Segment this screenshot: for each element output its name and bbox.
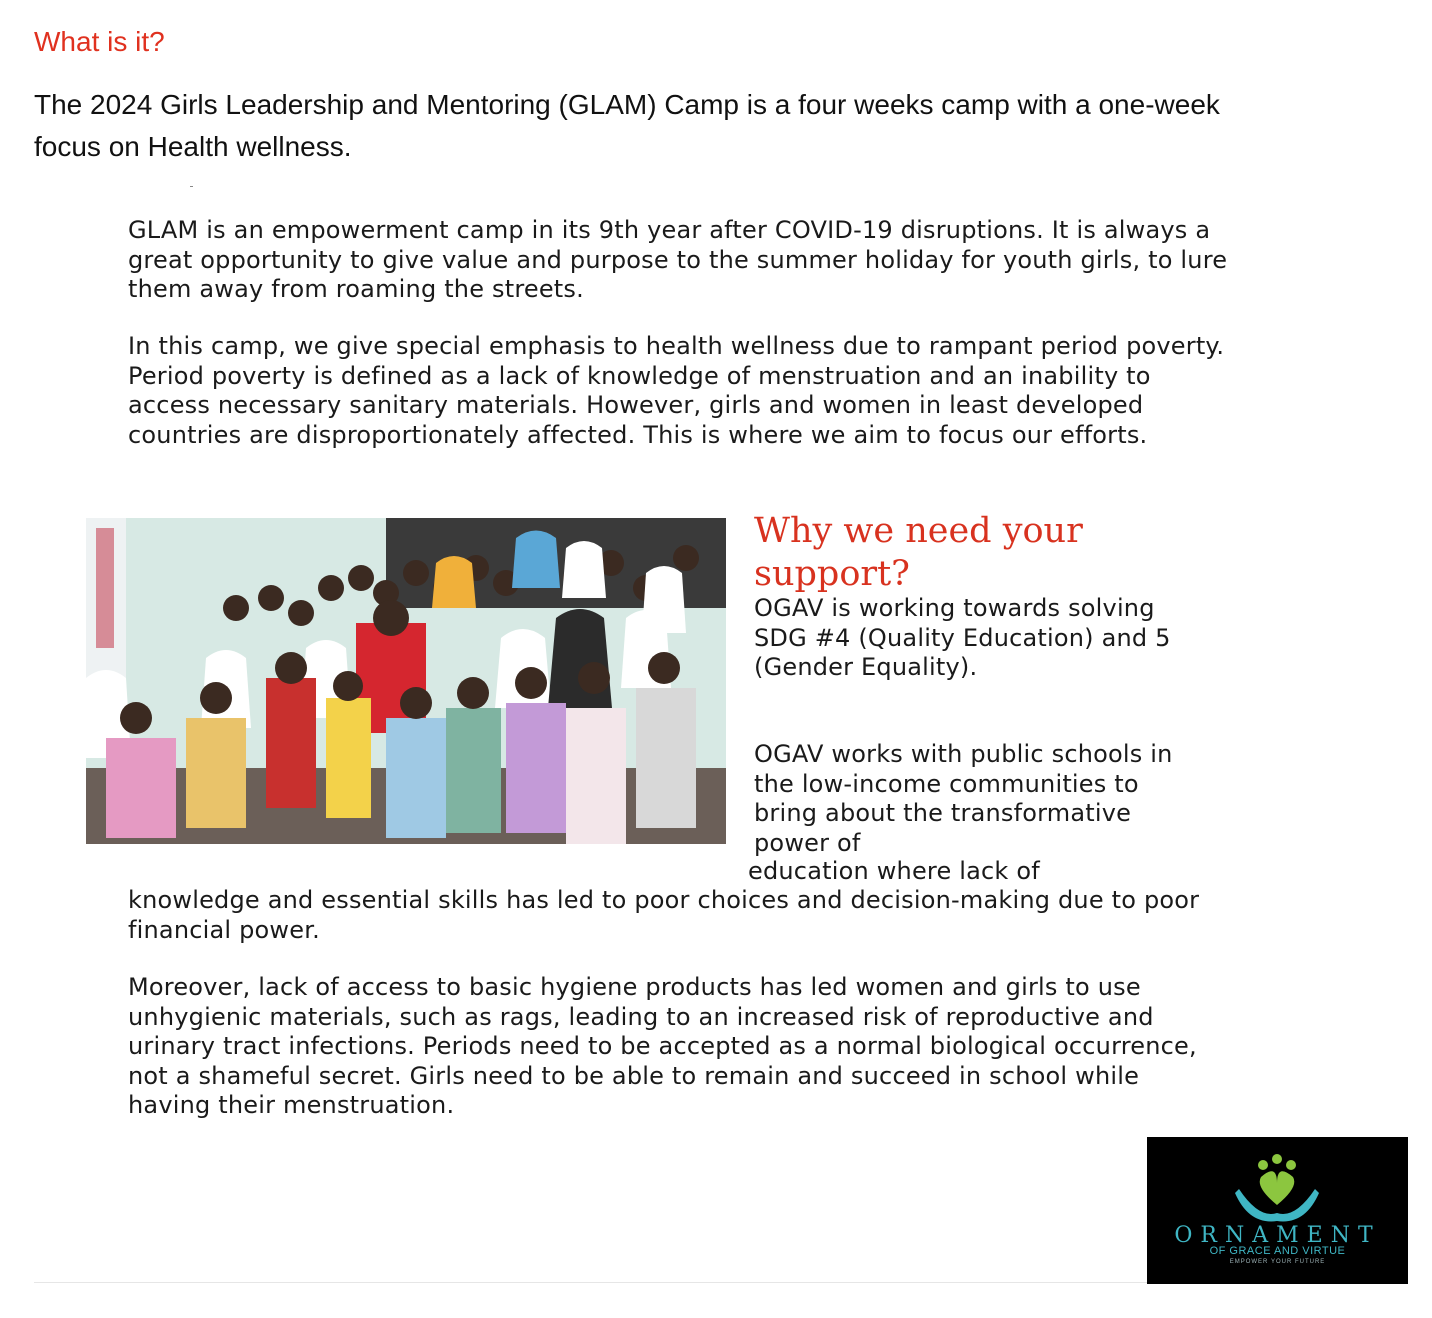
support-title: Why we need your support? [754,511,1083,594]
hands-heart-icon [1147,1137,1408,1227]
divider [34,1282,1148,1283]
logo-name: ORNAMENT [1174,1223,1381,1248]
ornament-logo [1147,1137,1408,1284]
side-paragraph-2-last-line: education where lack of [748,857,1040,885]
logo-subtitle: OF GRACE AND VIRTUE [1209,1245,1346,1257]
group-photo [86,518,726,844]
decorative-dot [190,186,193,187]
flyer-paragraph-3: knowledge and essential skills has led to poor choices and decision-making due to poor financial power. [128,886,1200,944]
side-paragraph-2: OGAV works with public schools in the low-income communities to bring about the transformative power of [754,740,1173,857]
intro-text: The 2024 Girls Leadership and Mentoring (GLAM) Camp is a four weeks camp with a one-week focus on Health wellness. [34,89,1220,162]
flyer-paragraph-4: Moreover, lack of access to basic hygiene products has led women and girls to use unhygienic materials, such as rags, leading to an increased risk of reproductive and urinary tract infections. Periods need to be accepted as a normal biological occurrence, not a shameful secret. Girls need to be able to remain and succeed in school while having their menstruation. [128,973,1197,1119]
logo-tagline: EMPOWER YOUR FUTURE [1229,1259,1326,1265]
side-paragraph-1: OGAV is working towards solving SDG #4 (Quality Education) and 5 (Gender Equality). [754,594,1171,681]
flyer-paragraph-2: In this camp, we give special emphasis to health wellness due to rampant period poverty. Period poverty is defined as a lack of knowledge of menstruation and an inability to access necessary sanitary materials. However, girls and women in least developed countries are disproportionately affected. This is where we aim to focus our efforts. [128,332,1225,449]
flyer-paragraph-1: GLAM is an empowerment camp in its 9th year after COVID-19 disruptions. It is always a great opportunity to give value and purpose to the summer holiday for youth girls, to lure them away from roaming the streets. [128,216,1228,303]
section-heading: What is it? [34,26,165,57]
